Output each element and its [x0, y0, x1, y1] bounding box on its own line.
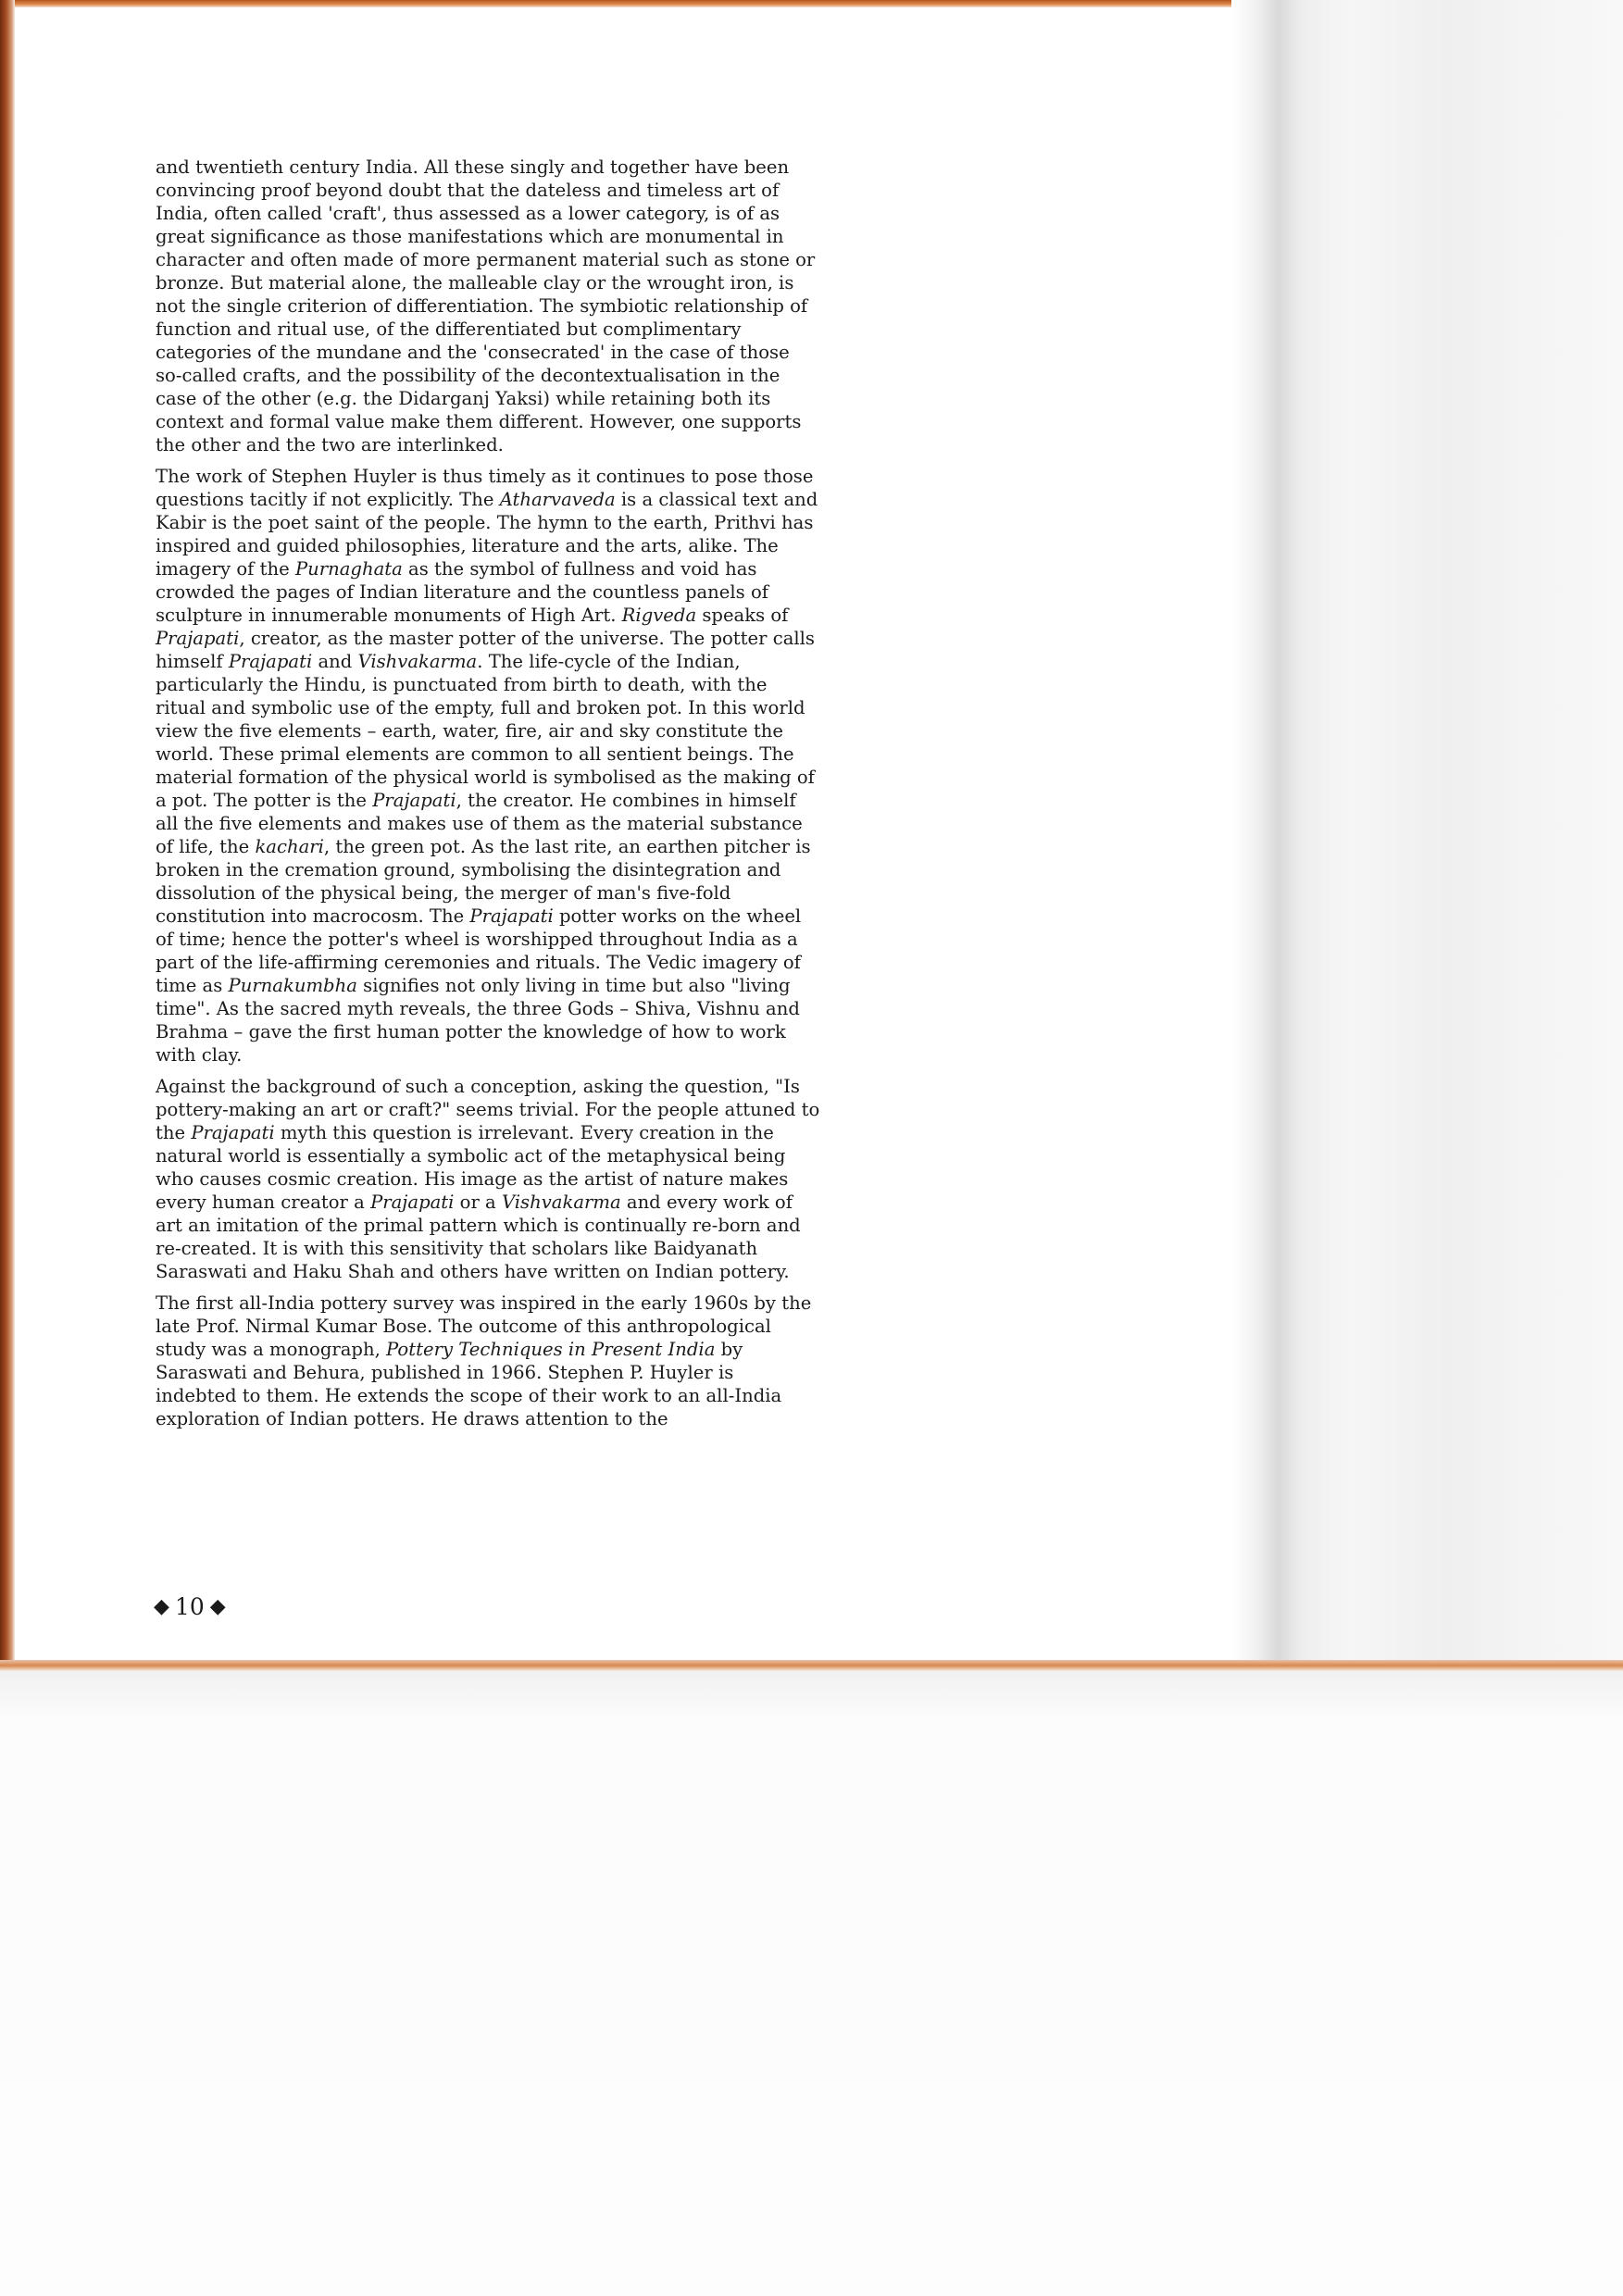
text-run: or a [454, 1192, 502, 1213]
text-run: signifies not only living in time but also "living time". As the sacred myth reveals, the three Gods – Shiva, Vishnu and Brahma – gave the first human potter the knowledge of how to work with clay. [156, 975, 800, 1066]
italic-term: Purnaghata [294, 558, 403, 580]
text-run: . The life-cycle of the Indian, particularly the Hindu, is punctuated from birth to death, with the ritual and symbolic use of the empty, full and broken pot. In this world view the five elements – earth, water, fire, air and sky constitute the world. These primal elements are common to all sentient beings. The material formation of the physical world is symbolised as the making of a pot. The potter is the [156, 651, 815, 811]
cover-edge-bottom [0, 1660, 1623, 1671]
paragraph-3 [156, 1075, 820, 1283]
italic-term: Prajapati [370, 1192, 455, 1213]
facing-page-gutter [1231, 0, 1623, 1666]
text-run: The work of Stephen Huyler is thus timely as it continues to pose those questions tacitly if not explicitly. The [156, 466, 814, 510]
italic-term: Vishvakarma [357, 651, 478, 672]
text-run: is a classical text and Kabir is the poet saint of the people. The hymn to the earth, Prithvi has inspired and guided philosophies, literature and the arts, alike. The imagery of the [156, 489, 818, 580]
paragraph-4 [156, 1292, 820, 1430]
page-number: 10 [174, 1593, 205, 1620]
italic-term: Vishvakarma [501, 1192, 621, 1213]
text-run: by Saraswati and Behura, published in 1966. Stephen P. Huyler is indebted to them. He extends the scope of their work to an all-India exploration of Indian potters. He draws attention to the [156, 1339, 782, 1429]
text-run: , creator, as the master potter of the universe. The potter calls himself [156, 628, 815, 672]
italic-term: Prajapati [469, 905, 554, 927]
text-run: Against the background of such a conception, asking the question, "Is pottery-making an art or craft?" seems trivial. For the people attuned to the [156, 1076, 820, 1143]
text-run: , the green pot. As the last rite, an earthen pitcher is broken in the cremation ground, symbolising the disintegration and dissolution of the physical being, the merger of man's five-fold constitution into macrocosm. The [156, 836, 811, 927]
text-run: and every work of art an imitation of the primal pattern which is continually re-born and re-created. It is with this sensitivity that scholars like Baidyanath Saraswati and Haku Shah and others have written on Indian pottery. [156, 1192, 801, 1282]
text-run: , the creator. He combines in himself all the five elements and makes use of them as the material substance of life, the [156, 790, 803, 857]
text-run: potter works on the wheel of time; hence the potter's wheel is worshipped throughout India as a part of the life-affirming ceremonies and rituals. The Vedic imagery of time as [156, 905, 802, 996]
scanner-bed [0, 1671, 1623, 2296]
italic-term: Pottery Techniques in Present India [386, 1339, 716, 1360]
italic-term: kachari [255, 836, 324, 857]
italic-term: Prajapati [372, 790, 456, 811]
page-number-footer [154, 1593, 226, 1620]
text-run: The first all-India pottery survey was inspired in the early 1960s by the late Prof. Nirmal Kumar Bose. The outcome of this anthropological study was a monograph, [156, 1292, 812, 1360]
cover-edge-left [0, 0, 15, 1666]
italic-term: Atharvaveda [499, 489, 616, 510]
paragraph-2 [156, 465, 820, 1067]
italic-term: Prajapati [191, 1122, 275, 1143]
italic-term: Prajapati [228, 651, 313, 672]
italic-term: Rigveda [621, 605, 697, 626]
text-run: speaks of [696, 605, 789, 626]
diamond-ornament-icon: ◆ [209, 1595, 226, 1618]
text-run: as the symbol of fullness and void has crowded the pages of Indian literature and the countless panels of sculpture in innumerable monuments of High Art. [156, 558, 768, 626]
text-run: myth this question is irrelevant. Every creation in the natural world is essentially a symbolic act of the metaphysical being who causes cosmic creation. His image as the artist of nature makes every human creator a [156, 1122, 789, 1213]
text-run: and twentieth century India. All these singly and together have been convincing proof beyond doubt that the dateless and timeless art of India, often called 'craft', thus assessed as a lower category, is of as great significance as those manifestations which are monumental in character and often made of more permanent material such as stone or bronze. But material alone, the malleable clay or the wrought iron, is not the single criterion of differentiation. The symbiotic relationship of function and ritual use, of the differentiated but complimentary categories of the mundane and the 'consecrated' in the case of those so-called crafts, and the possibility of the decontextualisation in the case of the other (e.g. the Didarganj Yaksi) while retaining both its context and formal value make them different. However, one supports the other and the two are interlinked. [156, 156, 816, 455]
text-run: and [312, 651, 358, 672]
italic-term: Purnakumbha [228, 975, 357, 996]
body-text [156, 156, 820, 1439]
paragraph-1 [156, 156, 820, 456]
italic-term: Prajapati [156, 628, 240, 649]
diamond-ornament-icon: ◆ [154, 1595, 169, 1618]
